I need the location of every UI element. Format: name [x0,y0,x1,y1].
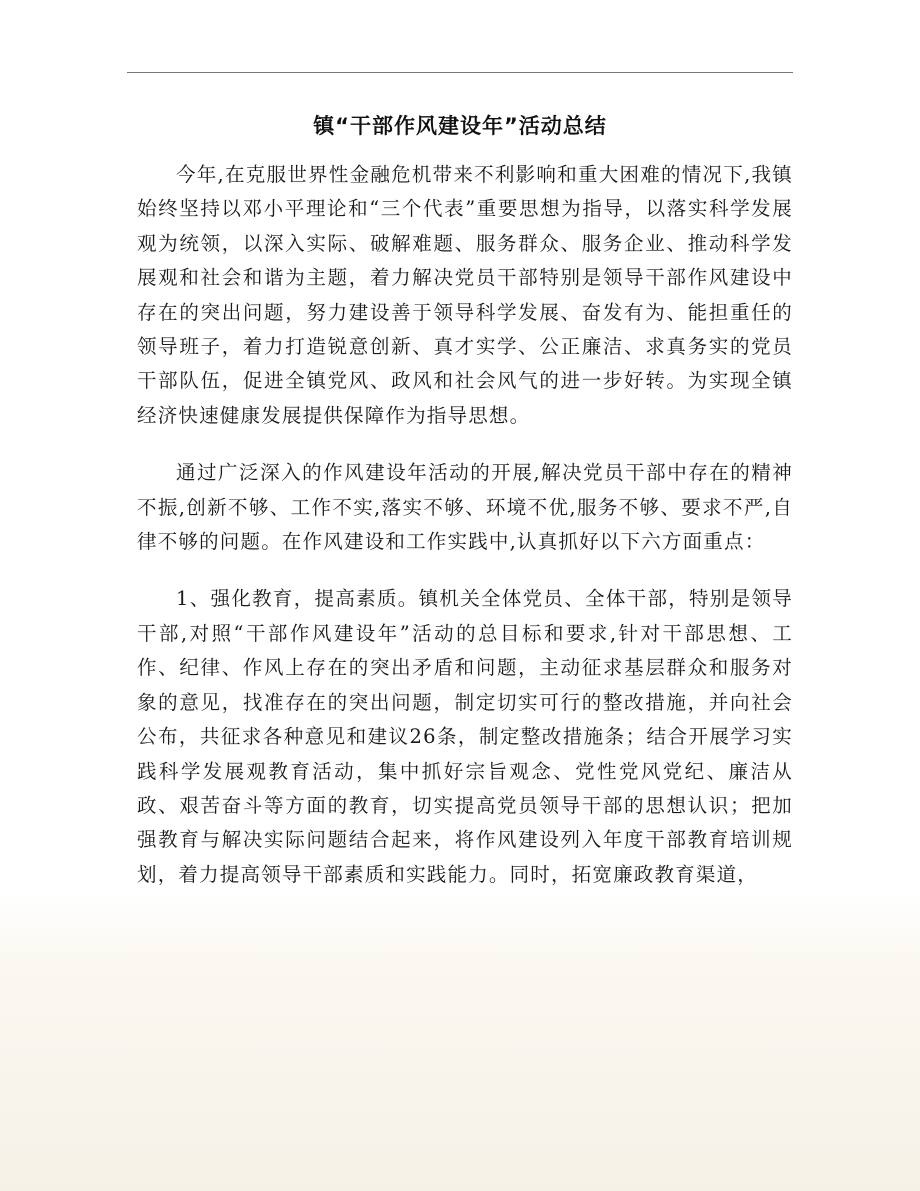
header-rule [127,72,793,73]
paragraph-six-focus-points: 通过广泛深入的作风建设年活动的开展,解决党员干部中存在的精神不振,创新不够、工作不实,落实不够、环境不优,服务不够、要求不严,自律不够的问题。在作风建设和工作实践中,认真抓好以下六方面重点： [137,461,793,554]
paragraph-guiding-ideology: 今年,在克服世界性金融危机带来不利影响和重大困难的情况下,我镇始终坚持以邓小平理论和“三个代表”重要思想为指导，以落实科学发展观为统领，以深入实际、破解难题、服务群众、服务企业、推动科学发展观和社会和谐为主题，着力解决党员干部特别是领导干部作风建设中存在的突出问题，努力建设善于领导科学发展、奋发有为、能担重任的领导班子，着力打造锐意创新、真才实学、公正廉洁、求真务实的党员干部队伍，促进全镇党风、政风和社会风气的进一步好转。为实现全镇经济快速健康发展提供保障作为指导思想。 [137,163,793,427]
paragraph-strengthen-education: 1、强化教育，提高素质。镇机关全体党员、全体干部，特别是领导干部,对照“干部作风建设年”活动的总目标和要求,针对干部思想、工作、纪律、作风上存在的突出矛盾和问题，主动征求基层群众和服务对象的意见，找准存在的突出问题，制定切实可行的整改措施，并向社会公布，共征求各种意见和建议26条，制定整改措施条；结合开展学习实践科学发展观教育活动，集中抓好宗旨观念、党性党风党纪、廉洁从政、艰苦奋斗等方面的教育，切实提高党员领导干部的思想认识；把加强教育与解决实际问题结合起来，将作风建设列入年度干部教育培训规划，着力提高领导干部素质和实践能力。同时，拓宽廉政教育渠道， [137,587,793,886]
document-title: 镇“干部作风建设年”活动总结 [313,114,607,138]
document-body [137,158,793,892]
